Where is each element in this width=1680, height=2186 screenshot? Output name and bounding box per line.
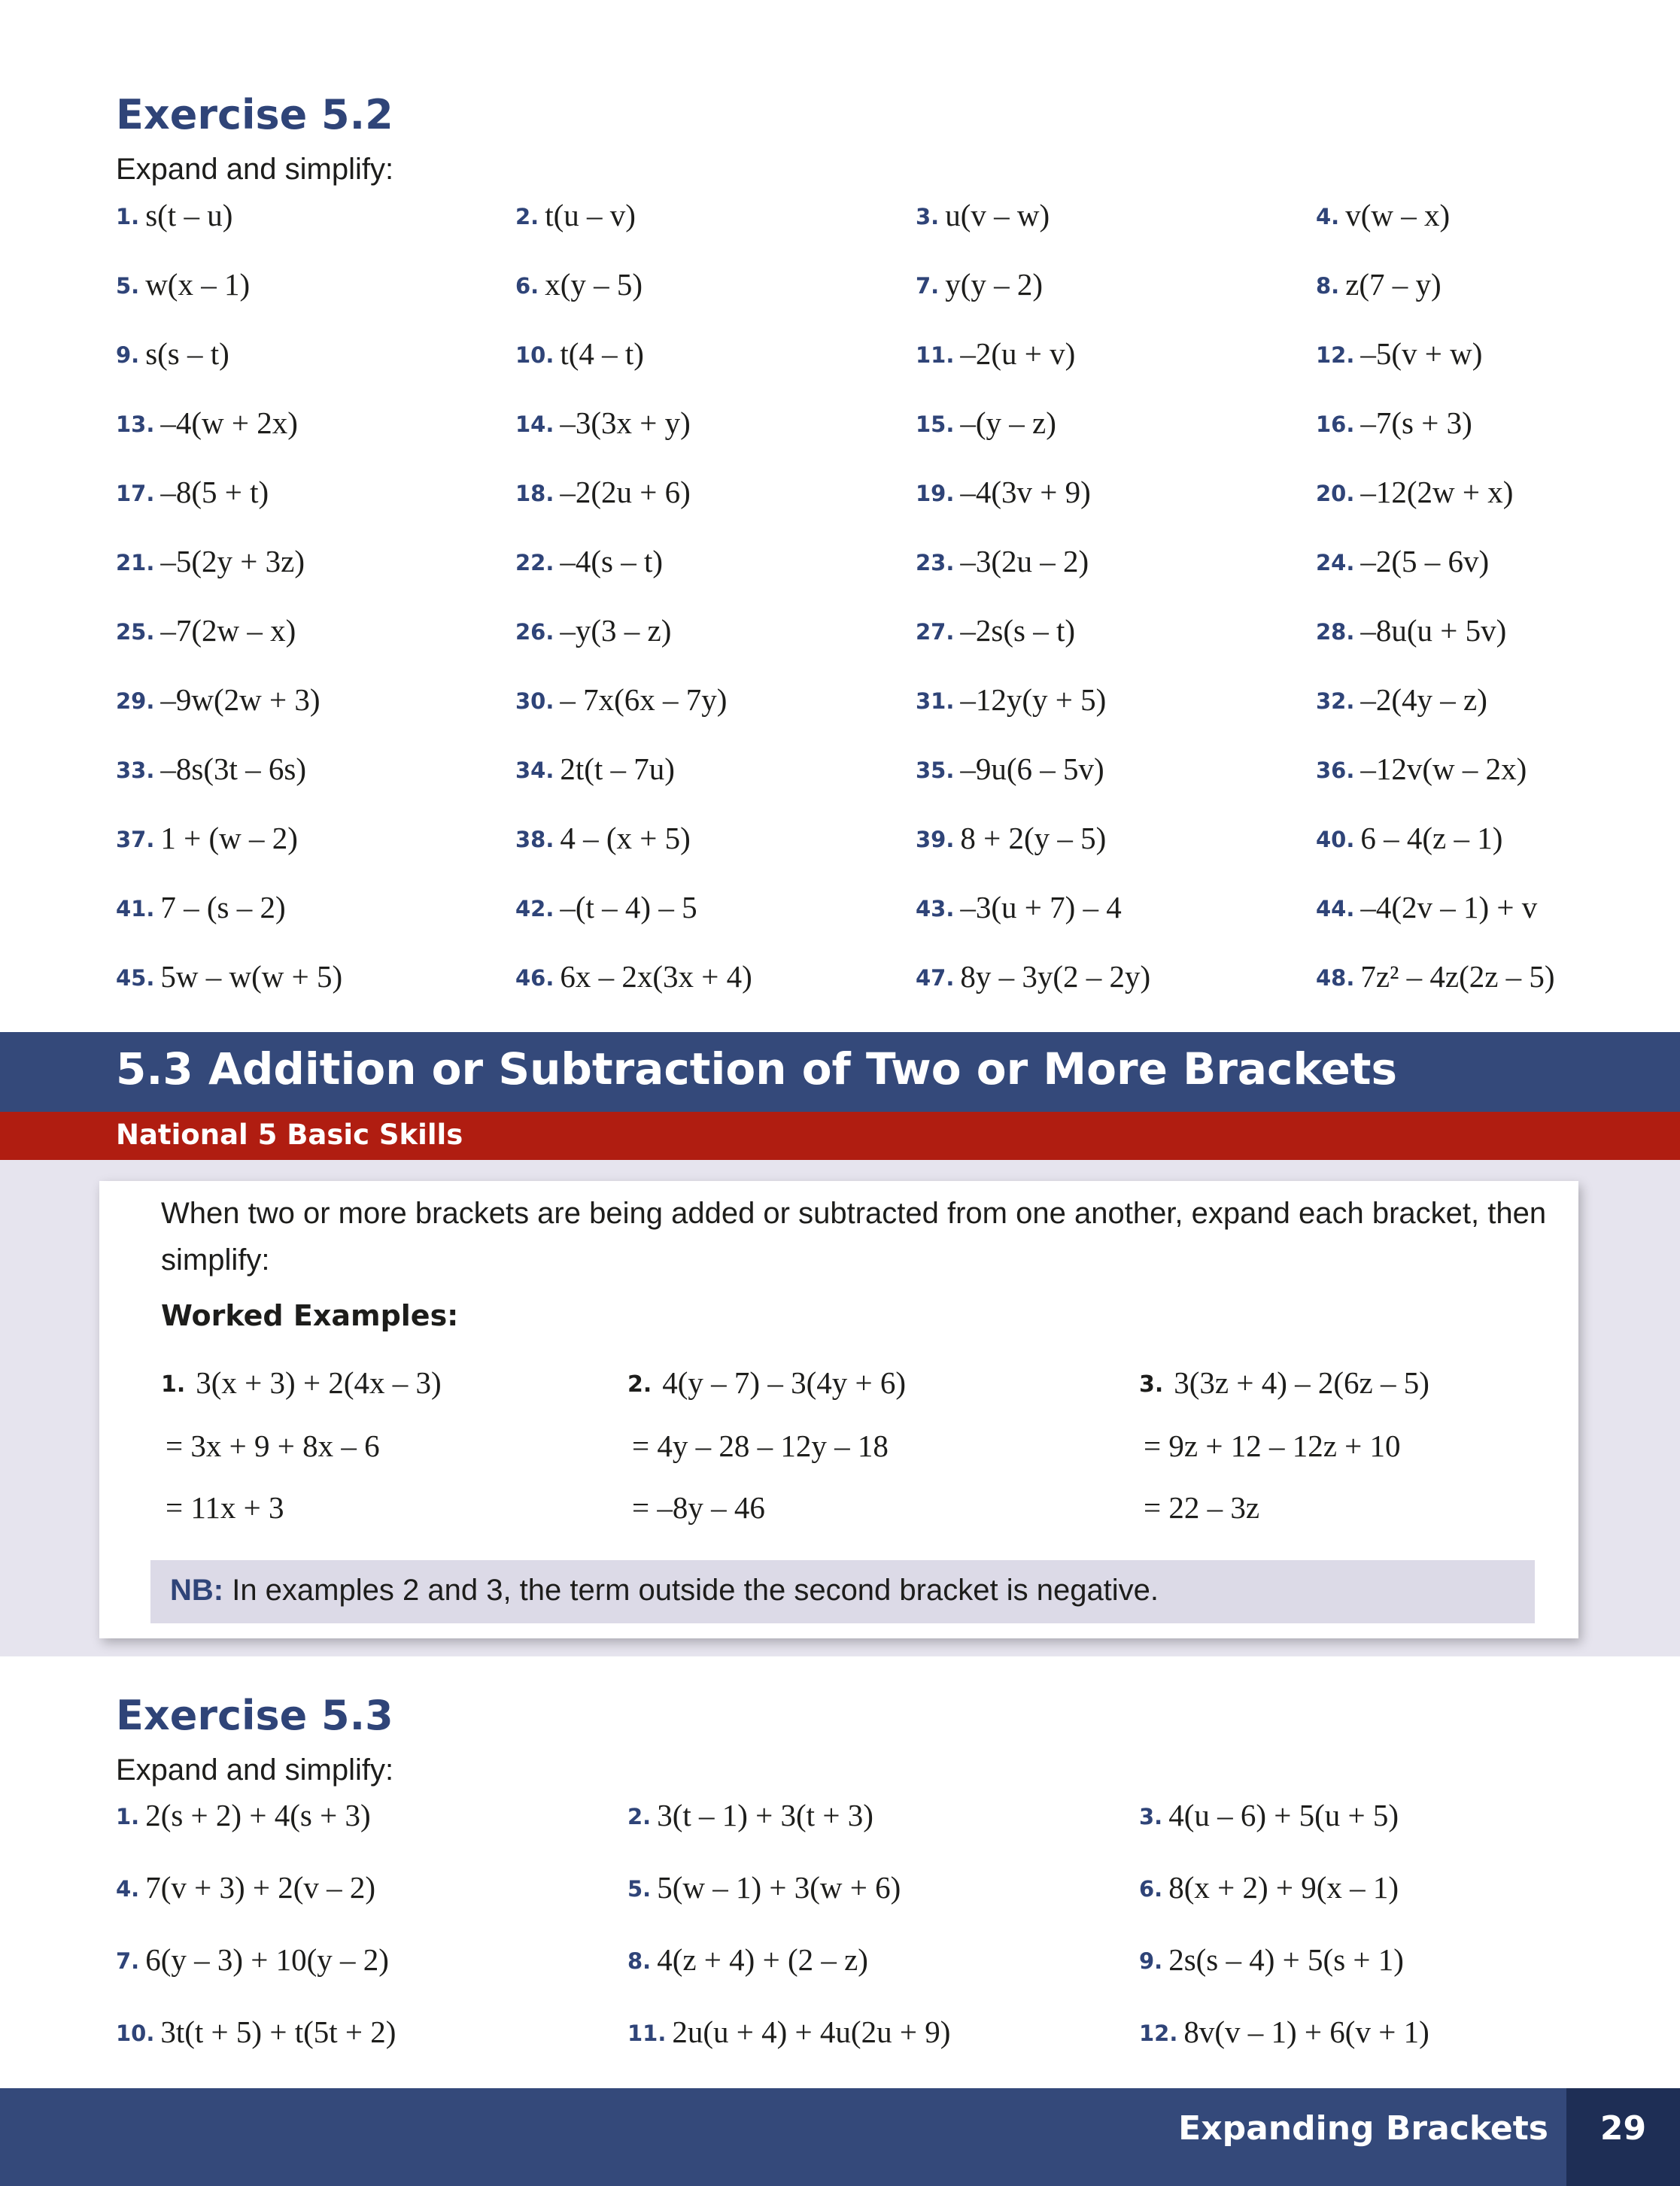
question-number: 6. [1139, 1876, 1163, 1902]
question-item [1316, 961, 1555, 992]
question-item [1316, 682, 1487, 717]
worked-examples-heading: Worked Examples: [161, 1299, 459, 1332]
question-number: 8. [627, 1948, 652, 1974]
question-expression: –2(5 – 6v) [1360, 544, 1490, 578]
question-expression: –5(v + w) [1360, 336, 1483, 371]
question-item [627, 1872, 901, 1903]
question-expression: v(w – x) [1345, 198, 1451, 232]
question-expression: –9w(2w + 3) [160, 682, 321, 717]
page-number: 29 [1599, 2109, 1647, 2148]
question-expression: 7z² – 4z(2z – 5) [1360, 959, 1555, 994]
question-expression: –8u(u + 5v) [1360, 613, 1507, 648]
question-item [116, 1800, 371, 1831]
question-number: 32. [1316, 688, 1355, 714]
question-expression: –4(3v + 9) [960, 475, 1091, 509]
question-item [116, 1942, 389, 1977]
question-number: 21. [116, 550, 155, 575]
question-item [916, 546, 1089, 577]
question-item [916, 477, 1091, 508]
footer-chapter-title: Expanding Brackets [1178, 2109, 1548, 2148]
question-item [916, 823, 1106, 854]
worked-example-line [166, 1492, 284, 1523]
question-number: 25. [116, 619, 155, 645]
question-item [515, 892, 697, 923]
question-number: 5. [627, 1876, 652, 1902]
question-item [116, 336, 229, 371]
question-expression: –7(2w – x) [160, 613, 296, 648]
question-item [1316, 336, 1483, 371]
question-item [916, 336, 1076, 371]
question-number: 29. [116, 688, 155, 714]
worked-example-line [632, 1492, 765, 1523]
question-item [916, 615, 1075, 646]
question-expression: –2s(s – t) [960, 613, 1075, 648]
question-number: 11. [627, 2021, 667, 2046]
question-item [1316, 823, 1502, 854]
question-item [116, 615, 296, 646]
question-expression: t(4 – t) [560, 336, 644, 371]
question-item [515, 615, 671, 646]
question-number: 5. [116, 273, 140, 299]
question-number: 33. [116, 758, 155, 783]
question-expression: y(y – 2) [945, 267, 1044, 302]
question-number: 12. [1316, 342, 1355, 368]
question-expression: 2u(u + 4) + 4u(2u + 9) [672, 2014, 951, 2049]
question-expression: 8y – 3y(2 – 2y) [960, 959, 1151, 994]
question-expression: 7(v + 3) + 2(v – 2) [145, 1870, 376, 1905]
question-item [916, 269, 1043, 300]
worked-example-line [632, 1428, 889, 1463]
question-expression: 5(w – 1) + 3(w + 6) [657, 1870, 901, 1905]
question-number: 30. [515, 688, 554, 714]
question-number: 10. [515, 342, 554, 368]
worked-example-text: = 22 – 3z [1144, 1490, 1260, 1525]
question-number: 41. [116, 896, 155, 921]
worked-example-text: = 4y – 28 – 12y – 18 [632, 1428, 889, 1463]
question-item [116, 405, 298, 440]
worked-example-text: = –8y – 46 [632, 1490, 765, 1525]
worked-example-line [1144, 1428, 1401, 1463]
question-number: 35. [916, 758, 955, 783]
question-number: 43. [916, 896, 955, 921]
question-number: 8. [1316, 273, 1340, 299]
question-expression: –3(u + 7) – 4 [960, 890, 1122, 924]
question-number: 1. [116, 1804, 140, 1829]
question-expression: s(t – u) [145, 198, 233, 232]
question-item [515, 546, 663, 577]
question-item [116, 1872, 375, 1903]
worked-example-text: = 3x + 9 + 8x – 6 [166, 1428, 380, 1463]
question-number: 9. [1139, 1948, 1163, 1974]
question-expression: 8 + 2(y – 5) [960, 821, 1107, 855]
question-number: 47. [916, 965, 955, 991]
question-expression: 8v(v – 1) + 6(v + 1) [1183, 2014, 1429, 2049]
question-expression: u(v – w) [945, 198, 1050, 232]
question-number: 7. [916, 273, 940, 299]
question-number: 4. [116, 1876, 140, 1902]
question-number: 37. [116, 827, 155, 852]
question-number: 19. [916, 481, 955, 506]
question-item [916, 405, 1056, 440]
question-number: 15. [916, 411, 955, 437]
question-number: 40. [1316, 827, 1355, 852]
question-number: 42. [515, 896, 554, 921]
question-number: 13. [116, 411, 155, 437]
question-item [1316, 269, 1442, 300]
question-number: 36. [1316, 758, 1355, 783]
question-expression: 6 – 4(z – 1) [1360, 821, 1503, 855]
question-item [515, 682, 728, 717]
question-item [116, 477, 269, 508]
question-item [515, 961, 752, 992]
question-item [515, 200, 636, 231]
question-expression: z(7 – y) [1345, 267, 1442, 302]
question-item [1316, 892, 1537, 923]
question-expression: –2(4y – z) [1360, 682, 1487, 717]
question-item [1139, 1800, 1399, 1831]
question-expression: –(y – z) [960, 405, 1056, 440]
question-item [116, 200, 232, 231]
question-expression: 2(s + 2) + 4(s + 3) [145, 1798, 371, 1832]
question-item [515, 336, 644, 371]
question-expression: 3t(t + 5) + t(5t + 2) [160, 2014, 396, 2049]
question-number: 44. [1316, 896, 1355, 921]
question-expression: x(y – 5) [545, 267, 643, 302]
worked-example-text: = 11x + 3 [166, 1490, 284, 1525]
intro-text: When two or more brackets are being added or subtracted from one another, expand each bracket, then simplify: [161, 1197, 1547, 1277]
worked-example-number: 2. [627, 1371, 652, 1398]
question-number: 14. [515, 411, 554, 437]
question-item [116, 2014, 396, 2049]
question-item [1316, 200, 1450, 231]
question-number: 10. [116, 2021, 155, 2046]
question-number: 48. [1316, 965, 1355, 991]
question-number: 27. [916, 619, 955, 645]
question-expression: –8(5 + t) [160, 475, 269, 509]
question-expression: –4(w + 2x) [160, 405, 298, 440]
question-number: 9. [116, 342, 140, 368]
question-number: 45. [116, 965, 155, 991]
question-item [116, 269, 250, 300]
question-item [116, 961, 342, 992]
question-item [916, 682, 1107, 717]
question-expression: 7 – (s – 2) [160, 890, 286, 924]
question-item [515, 823, 691, 854]
question-expression: t(u – v) [545, 198, 636, 232]
exercise-5-3-instruction: Expand and simplify: [116, 1753, 394, 1787]
exercise-5-3-title: Exercise 5.3 [116, 1692, 393, 1739]
question-item [515, 751, 675, 786]
question-item [515, 477, 691, 508]
question-number: 2. [627, 1804, 652, 1829]
question-item [116, 682, 321, 717]
question-item [1139, 1942, 1404, 1977]
exercise-5-2-title: Exercise 5.2 [116, 91, 393, 138]
question-expression: 6x – 2x(3x + 4) [560, 959, 752, 994]
question-expression: –y(3 – z) [560, 613, 672, 648]
worked-example-line [166, 1428, 380, 1463]
question-number: 2. [515, 204, 539, 229]
question-item [116, 823, 298, 854]
worked-example-text: 3(3z + 4) – 2(6z – 5) [1174, 1365, 1429, 1400]
question-item [1316, 615, 1506, 646]
note-text [170, 1575, 1159, 1605]
question-number: 26. [515, 619, 554, 645]
worked-example-line [1139, 1365, 1429, 1400]
question-item [916, 200, 1050, 231]
question-number: 22. [515, 550, 554, 575]
exercise-5-2-instruction: Expand and simplify: [116, 153, 394, 186]
question-expression: s(s – t) [145, 336, 229, 371]
question-number: 16. [1316, 411, 1355, 437]
question-number: 23. [916, 550, 955, 575]
question-item [116, 546, 305, 577]
question-number: 34. [515, 758, 554, 783]
question-expression: 3(t – 1) + 3(t + 3) [657, 1798, 873, 1832]
question-expression: w(x – 1) [145, 267, 251, 302]
question-expression: 5w – w(w + 5) [160, 959, 343, 994]
worked-example-line [161, 1365, 442, 1400]
question-expression: 2s(s – 4) + 5(s + 1) [1168, 1942, 1404, 1977]
question-item [515, 405, 691, 440]
question-item [916, 961, 1150, 992]
question-expression: 1 + (w – 2) [160, 821, 298, 855]
question-number: 4. [1316, 204, 1340, 229]
question-number: 7. [116, 1948, 140, 1974]
question-expression: –12(2w + x) [1360, 475, 1514, 509]
question-number: 28. [1316, 619, 1355, 645]
question-item [1316, 405, 1472, 440]
note-body: In examples 2 and 3, the term outside the second bracket is negative. [223, 1574, 1159, 1607]
question-expression: –3(3x + y) [560, 405, 691, 440]
question-item [515, 269, 643, 300]
question-item [116, 751, 306, 786]
question-expression: –2(2u + 6) [560, 475, 691, 509]
question-expression: 4 – (x + 5) [560, 821, 691, 855]
question-expression: –7(s + 3) [1360, 405, 1472, 440]
question-number: 11. [916, 342, 955, 368]
question-expression: –5(2y + 3z) [160, 544, 305, 578]
question-expression: – 7x(6x – 7y) [560, 682, 728, 717]
question-number: 31. [916, 688, 955, 714]
question-number: 1. [116, 204, 140, 229]
question-item [1139, 2014, 1429, 2049]
question-expression: –2(u + v) [960, 336, 1076, 371]
question-number: 38. [515, 827, 554, 852]
question-number: 3. [916, 204, 940, 229]
worked-example-line [627, 1365, 907, 1400]
question-number: 18. [515, 481, 554, 506]
question-number: 24. [1316, 550, 1355, 575]
question-item [916, 892, 1122, 923]
worked-example-text: 4(y – 7) – 3(4y + 6) [662, 1365, 907, 1400]
question-expression: 4(u – 6) + 5(u + 5) [1168, 1798, 1399, 1832]
question-number: 3. [1139, 1804, 1163, 1829]
question-expression: 8(x + 2) + 9(x – 1) [1168, 1870, 1399, 1905]
question-number: 20. [1316, 481, 1355, 506]
question-expression: –4(2v – 1) + v [1360, 890, 1538, 924]
worked-example-number: 1. [161, 1371, 186, 1398]
question-expression: –12v(w – 2x) [1360, 751, 1527, 786]
question-item [627, 1942, 868, 1977]
section-title: 5.3 Addition or Subtraction of Two or More Brackets [116, 1043, 1398, 1095]
question-expression: –3(2u – 2) [960, 544, 1089, 578]
question-number: 6. [515, 273, 539, 299]
question-item [116, 892, 286, 923]
question-item [1139, 1872, 1399, 1903]
section-subtitle: National 5 Basic Skills [116, 1119, 463, 1151]
question-expression: –(t – 4) – 5 [560, 890, 697, 924]
question-expression: 4(z + 4) + (2 – z) [657, 1942, 868, 1977]
question-item [627, 1800, 873, 1831]
note-label: NB: [170, 1574, 224, 1607]
question-item [916, 751, 1104, 786]
question-item [1316, 477, 1513, 508]
question-number: 17. [116, 481, 155, 506]
worked-example-line [1144, 1492, 1259, 1523]
question-number: 46. [515, 965, 554, 991]
question-expression: –4(s – t) [560, 544, 664, 578]
question-item [627, 2014, 951, 2049]
worked-example-number: 3. [1139, 1371, 1164, 1398]
worked-example-text: = 9z + 12 – 12z + 10 [1144, 1428, 1401, 1463]
question-number: 12. [1139, 2021, 1178, 2046]
question-item [1316, 751, 1527, 786]
worked-example-text: 3(x + 3) + 2(4x – 3) [196, 1365, 442, 1400]
question-expression: 6(y – 3) + 10(y – 2) [145, 1942, 389, 1977]
question-expression: –8s(3t – 6s) [160, 751, 306, 786]
question-item [1316, 546, 1489, 577]
question-expression: –12y(y + 5) [960, 682, 1107, 717]
question-number: 39. [916, 827, 955, 852]
question-expression: 2t(t – 7u) [560, 751, 675, 786]
question-expression: –9u(6 – 5v) [960, 751, 1104, 786]
